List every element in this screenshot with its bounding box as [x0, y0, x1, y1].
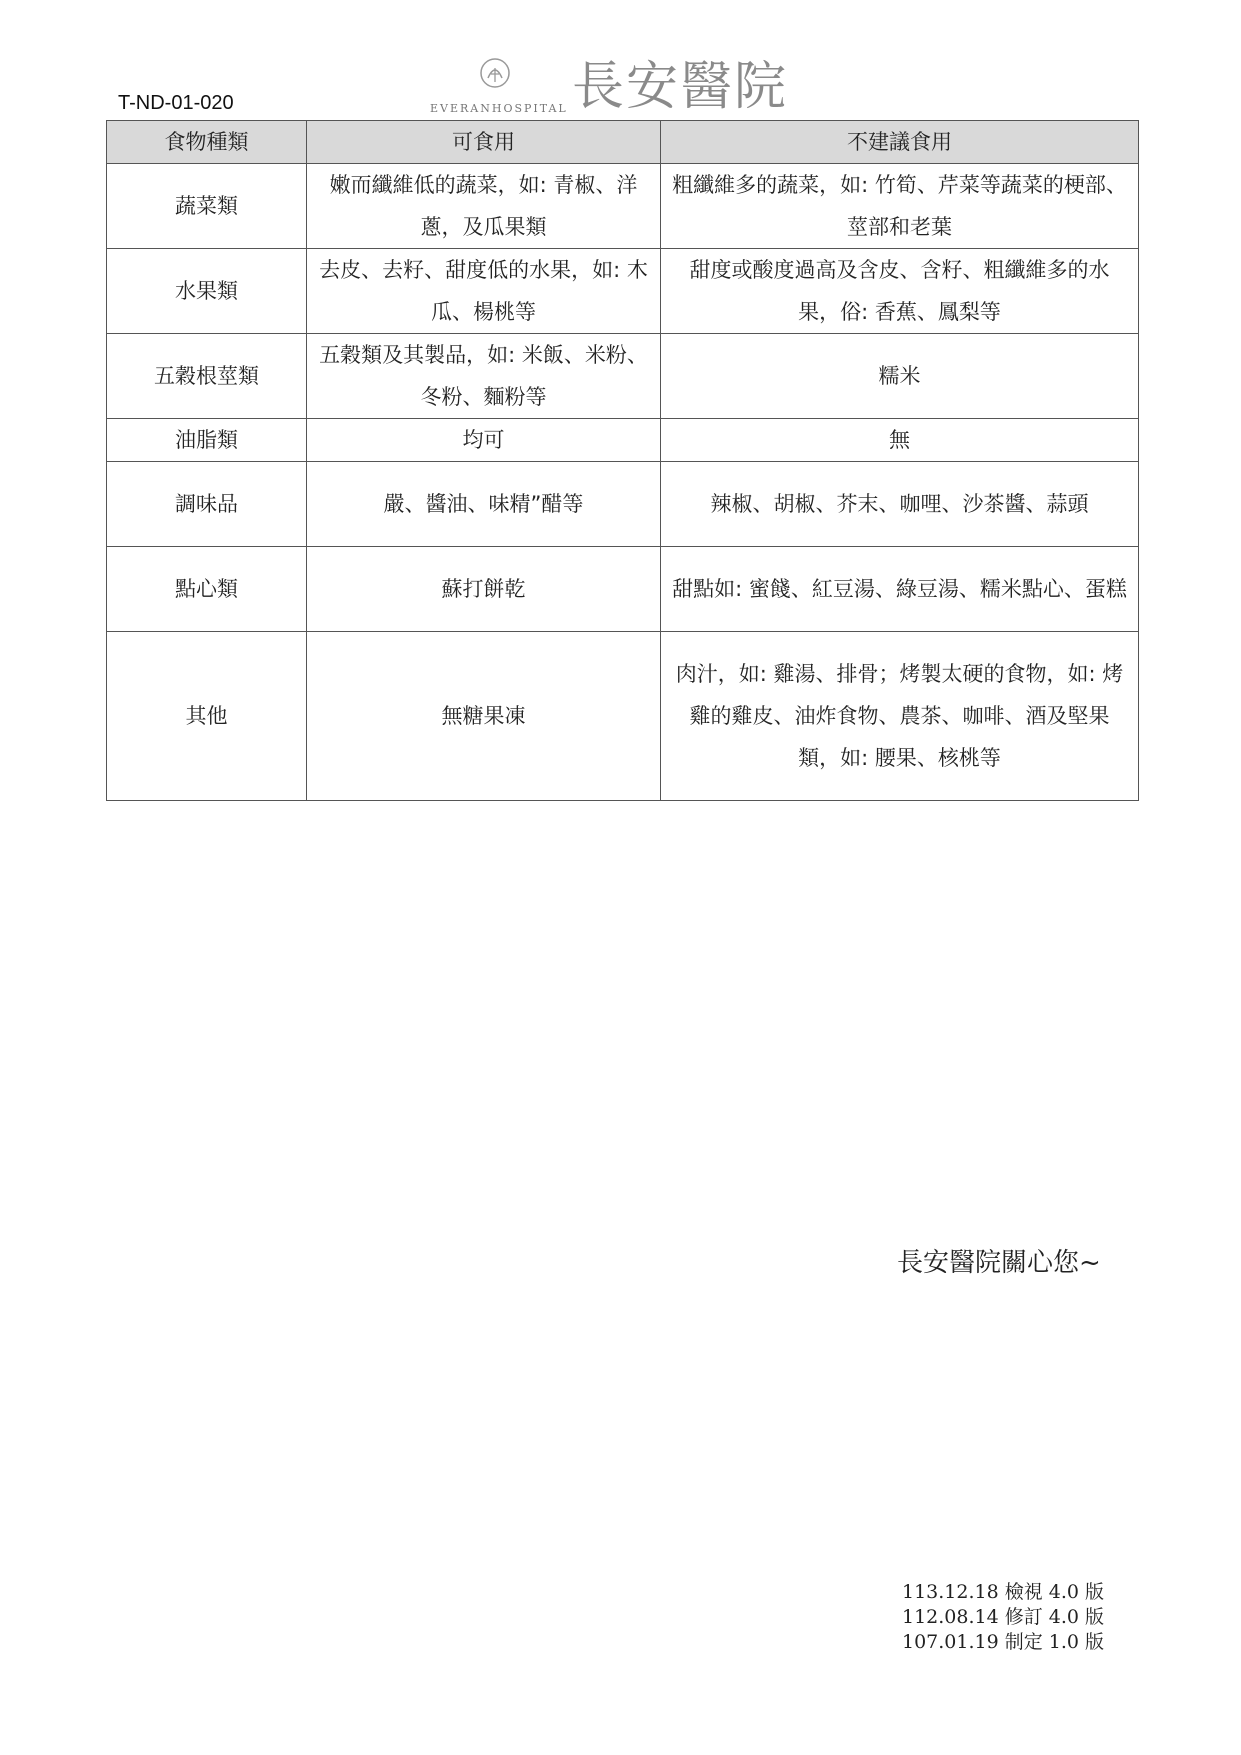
avoid-cell: 辣椒、胡椒、芥末、咖哩、沙茶醬、蒜頭	[661, 462, 1139, 547]
logo-subtitle: EVERANHOSPITAL	[430, 102, 568, 115]
table-row	[107, 164, 1139, 249]
avoid-cell: 粗纖維多的蔬菜，如: 竹筍、芹菜等蔬菜的梗部、莖部和老葉	[661, 164, 1139, 249]
logo-name: 長安醫院	[572, 57, 789, 117]
allowed-cell: 嚴、醬油、味精”醋等	[307, 462, 661, 547]
diet-table	[106, 120, 1139, 801]
category-cell: 其他	[107, 632, 307, 801]
avoid-cell: 無	[661, 419, 1139, 462]
hospital-emblem-icon	[478, 56, 512, 90]
allowed-cell: 均可	[307, 419, 661, 462]
avoid-cell: 甜點如: 蜜餞、紅豆湯、綠豆湯、糯米點心、蛋糕	[661, 547, 1139, 632]
header-category: 食物種類	[107, 121, 307, 164]
table-row	[107, 632, 1139, 801]
hospital-logo	[430, 56, 830, 120]
allowed-cell: 去皮、去籽、甜度低的水果，如: 木瓜、楊桃等	[307, 249, 661, 334]
category-cell: 蔬菜類	[107, 164, 307, 249]
version-line: 112.08.14 修訂 4.0 版	[902, 1606, 1105, 1628]
category-cell: 油脂類	[107, 419, 307, 462]
category-cell: 五穀根莖類	[107, 334, 307, 419]
category-cell: 點心類	[107, 547, 307, 632]
avoid-cell: 糯米	[661, 334, 1139, 419]
version-line: 107.01.19 制定 1.0 版	[902, 1631, 1105, 1653]
header-avoid: 不建議食用	[661, 121, 1139, 164]
version-history	[902, 1580, 1104, 1655]
allowed-cell: 蘇打餅乾	[307, 547, 661, 632]
closing-message: 長安醫院關心您~	[897, 1248, 1101, 1278]
table-row	[107, 547, 1139, 632]
table-header-row	[107, 121, 1139, 164]
allowed-cell: 五穀類及其製品，如: 米飯、米粉、冬粉、麵粉等	[307, 334, 661, 419]
table-row	[107, 419, 1139, 462]
table-row	[107, 249, 1139, 334]
document-code: T-ND-01-020	[118, 92, 234, 114]
category-cell: 調味品	[107, 462, 307, 547]
avoid-cell: 甜度或酸度過高及含皮、含籽、粗纖維多的水果，俗: 香蕉、鳳梨等	[661, 249, 1139, 334]
header-allowed: 可食用	[307, 121, 661, 164]
allowed-cell: 無糖果凍	[307, 632, 661, 801]
category-cell: 水果類	[107, 249, 307, 334]
table-row	[107, 334, 1139, 419]
version-line: 113.12.18 檢視 4.0 版	[902, 1581, 1105, 1603]
table-row	[107, 462, 1139, 547]
avoid-cell: 肉汁，如: 雞湯、排骨；烤製太硬的食物，如: 烤雞的雞皮、油炸食物、農茶、咖啡、酒及堅果類，如: 腰果、核桃等	[661, 632, 1139, 801]
allowed-cell: 嫩而纖維低的蔬菜，如: 青椒、洋蔥，及瓜果類	[307, 164, 661, 249]
